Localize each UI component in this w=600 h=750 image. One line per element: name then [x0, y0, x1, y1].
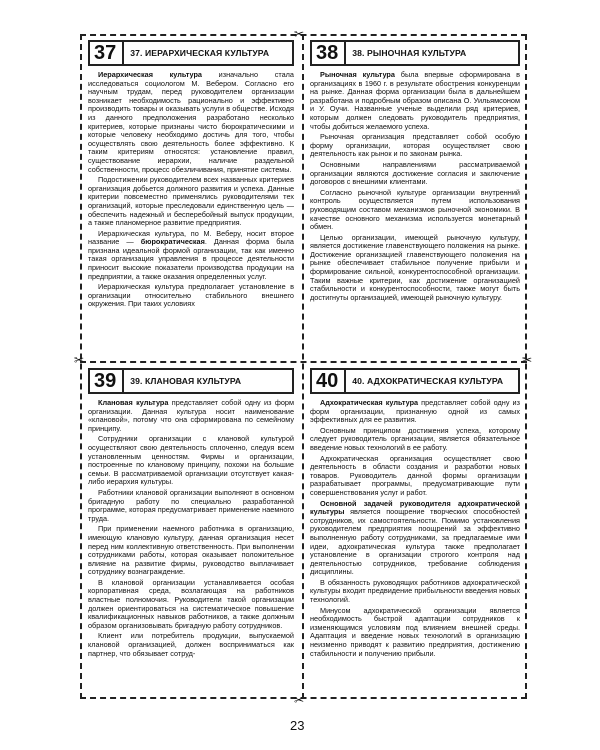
- paragraph-text: Рыночная организация представляет собой особую форму организации, которая осуществляет свою деятельность как рынок и по законам рынка.: [310, 132, 520, 159]
- paragraph: [310, 133, 520, 159]
- card-body: [88, 71, 294, 309]
- card-39: [88, 368, 294, 693]
- card-number: 40: [312, 370, 346, 392]
- paragraph-text: представляет собой одну из форм организации, признанную одной из самых эффективных для ее развития.: [310, 398, 520, 425]
- paragraph: [88, 176, 294, 228]
- paragraph: [310, 427, 520, 453]
- paragraph-text: Иерархическая культура предполагает установление в организации относительно стабильного внешнего окружения. При таких условиях: [88, 282, 294, 309]
- card-header: [310, 40, 520, 66]
- paragraph-text: Иерархическая культура, по М. Веберу, носит второе название —: [88, 228, 294, 247]
- paragraph-text: При применении наемного работника в организацию, имеющую клановую культуру, данная организация несет перед ним коллективную ответственность. При выполнении сотрудниками работы, которая оказывает положительное влияние на развитие фирмы, руководство выплачивает сотруднику вознаграждение.: [88, 524, 294, 577]
- card-body: [310, 71, 520, 302]
- card-header: [88, 40, 294, 66]
- paragraph-text: Минусом адхократической организации является необходимость быстрой адаптации сотрудников к изменяющимся условиям под влиянием внешней среды. Адаптация и введение новых технологий в организацию неизменно приводят к развитию предприятия, достижению стабильности и получению прибыли.: [310, 605, 520, 658]
- paragraph: [310, 234, 520, 303]
- paragraph-text: является поощрение творческих способностей сотрудников, их самостоятельности. Помимо установления руководителем предприятия поощрений за эффективно выполненную работу сотрудниками, за предлагаемые ими идеи, адхократическая культура также предполагает установление в организации строгого контроля над деятельностью сотрудников, требование соблюдения дисциплины.: [310, 507, 520, 577]
- term: Основной задачей руководителя адхократической культуры: [310, 498, 520, 517]
- paragraph-text: была впервые сформирована в организациях в 1960 г. в результате обострения конкуренции на рынке. Данная форма организации была в дальнейшем разработана и подробным образом описана О. Уильямсоном и У. Оучи. Названные ученые выделили ряд критериев, которым должен следовать руководитель предприятия, чтобы добиться желаемого успеха.: [310, 70, 520, 131]
- paragraph-text: В клановой организации устанавливается особая корпоративная среда, возлагающая на работников властные полномочия. Руководители такой организации должен ориентироваться на систематическое повышение квалификационных навыков работников, а также должным образом организовывать бригадную работу сотрудников.: [88, 577, 294, 630]
- term: Клановая культура: [98, 398, 169, 407]
- card-37: [88, 40, 294, 355]
- paragraph: [88, 71, 294, 174]
- paragraph-text: В обязанность руководящих работников адхократической культуры входит предвидение прибыльности введения новых технологий.: [310, 577, 520, 605]
- card-number: 39: [90, 370, 124, 392]
- card-40: [310, 368, 520, 693]
- paragraph-text: Основным принципом достижения успеха, которому следует руководитель организации, является обязательное введение новых технологий в ее работу.: [310, 425, 520, 452]
- card-title: 38. РЫНОЧНАЯ КУЛЬТУРА: [352, 48, 467, 58]
- scissors-icon: ✂: [294, 27, 305, 41]
- card-title: 37. ИЕРАРХИЧЕСКАЯ КУЛЬТУРА: [130, 48, 270, 58]
- scissors-icon: ✂: [74, 353, 85, 367]
- paragraph: [88, 489, 294, 523]
- card-body: [310, 399, 520, 658]
- scissors-icon: ✂: [522, 353, 533, 367]
- card-38: [310, 40, 520, 355]
- card-number: 38: [312, 42, 346, 64]
- card-header: [310, 368, 520, 394]
- term: Иерархическая культура: [98, 70, 202, 79]
- paragraph-text: изначально стала исследоваться социологом М. Вебером. Согласно его научным трудам, перед руководителем организации возникает необходимость рационально и эффективно производить товары и оказывать услуги в обществе. Исходя из данного предположения разработано несколько критериев, которые признаны чисто бюрократическими и которые человеку необходимо достичь для того, чтобы осуществлять свою деятельность более эффективно. К таким критериям относятся: установление правил, существование иерархии, наличие раздельной собственности, процесс обезличивания, принятие системы.: [88, 70, 294, 174]
- paragraph: [88, 399, 294, 433]
- scissors-icon: ✂: [294, 693, 305, 707]
- paragraph-text: Основными направлениями рассматриваемой организации являются достижение согласия и заключение договоров с внешними клиентами.: [310, 159, 520, 187]
- term: Рыночная культура: [320, 70, 395, 79]
- paragraph: [88, 230, 294, 282]
- paragraph-text: . Данная форма была признана идеальной формой организации, так как именно такая организация управления в процессе деятельности приносит высокие показатели производства продукции на предприятии, а также оказания определенных услуг.: [88, 237, 294, 281]
- paragraph: [310, 71, 520, 131]
- card-body: [88, 399, 294, 658]
- term: Адхократическая культура: [320, 398, 419, 407]
- paragraph-text: Адхократическая организация осуществляет свою деятельность в области создания и разработки новых товаров. Руководитель данной формы организации разрабатывает программы, предусматривающие пути совершенствования услуг и работ.: [310, 453, 520, 497]
- paragraph: [310, 455, 520, 498]
- paragraph: [88, 632, 294, 658]
- paragraph-text: Согласно рыночной культуре организации внутренний контроль осуществляется путем использования руководящим составом механизмов рыночной экономики. В качестве основного механизма используется монетарный обмен.: [310, 187, 520, 232]
- paragraph-text: Работники клановой организации выполняют в основном бригадную работу по специально разработанной программе, которая предусматривает применение наемного труда.: [88, 487, 294, 523]
- paragraph: [310, 161, 520, 187]
- paragraph: [88, 579, 294, 631]
- paragraph: [310, 500, 520, 577]
- paragraph: [310, 189, 520, 232]
- paragraph: [88, 435, 294, 487]
- paragraph-text: Целью организации, имеющей рыночную культуру, является достижение главенствующего положения на рынке. Достижение организацией главенствующего положения на рынке обеспечивает стабильное получение прибыли и формирование сильной, конкурентоспособной организации. Таким важные критерии, как достижение организацией стабильности и конкурентоспособности, также могут быть достигнуты организацией, имеющей рыночную культуру.: [310, 232, 520, 302]
- paragraph: [310, 607, 520, 659]
- card-number: 37: [90, 42, 124, 64]
- card-header: [88, 368, 294, 394]
- vertical-cut-line: [302, 34, 304, 699]
- page-number: 23: [290, 718, 305, 733]
- paragraph: [310, 399, 520, 425]
- card-title: 39. КЛАНОВАЯ КУЛЬТУРА: [130, 376, 242, 386]
- paragraph-text: Подостижении руководителем всех названных критериев организация добьется должного развития и успеха. Данные критерии повсеместно применялись руководителями тех организаций, которые преследовали единственную цель — обеспечить надежный и бесперебойный выпуск продукции, а также планомерное развитие предприятия.: [88, 175, 294, 228]
- paragraph: [88, 283, 294, 309]
- paragraph: [88, 525, 294, 577]
- paragraph-text: Сотрудники организации с клановой культурой осуществляют свою деятельность сплоченно, следуя всем установленным ценностям. Фирмы и организации, построенные по клановому принципу, похожи на большие семьи. В рассматриваемой организации отсутствует какая-либо иерархия культуры.: [88, 434, 294, 487]
- term: бюрократическая: [140, 237, 205, 247]
- paragraph-text: представляет собой одну из форм организации. Данная культура носит наименование «клановой», потому что она сформирована по семейному принципу.: [88, 398, 294, 433]
- card-title: 40. АДХОКРАТИЧЕСКАЯ КУЛЬТУРА: [352, 376, 504, 386]
- paragraph: [310, 579, 520, 605]
- paragraph-text: Клиент или потребитель продукции, выпускаемой клановой организацией, должен восприниматься как партнер, что обязывает сотруд-: [88, 631, 294, 658]
